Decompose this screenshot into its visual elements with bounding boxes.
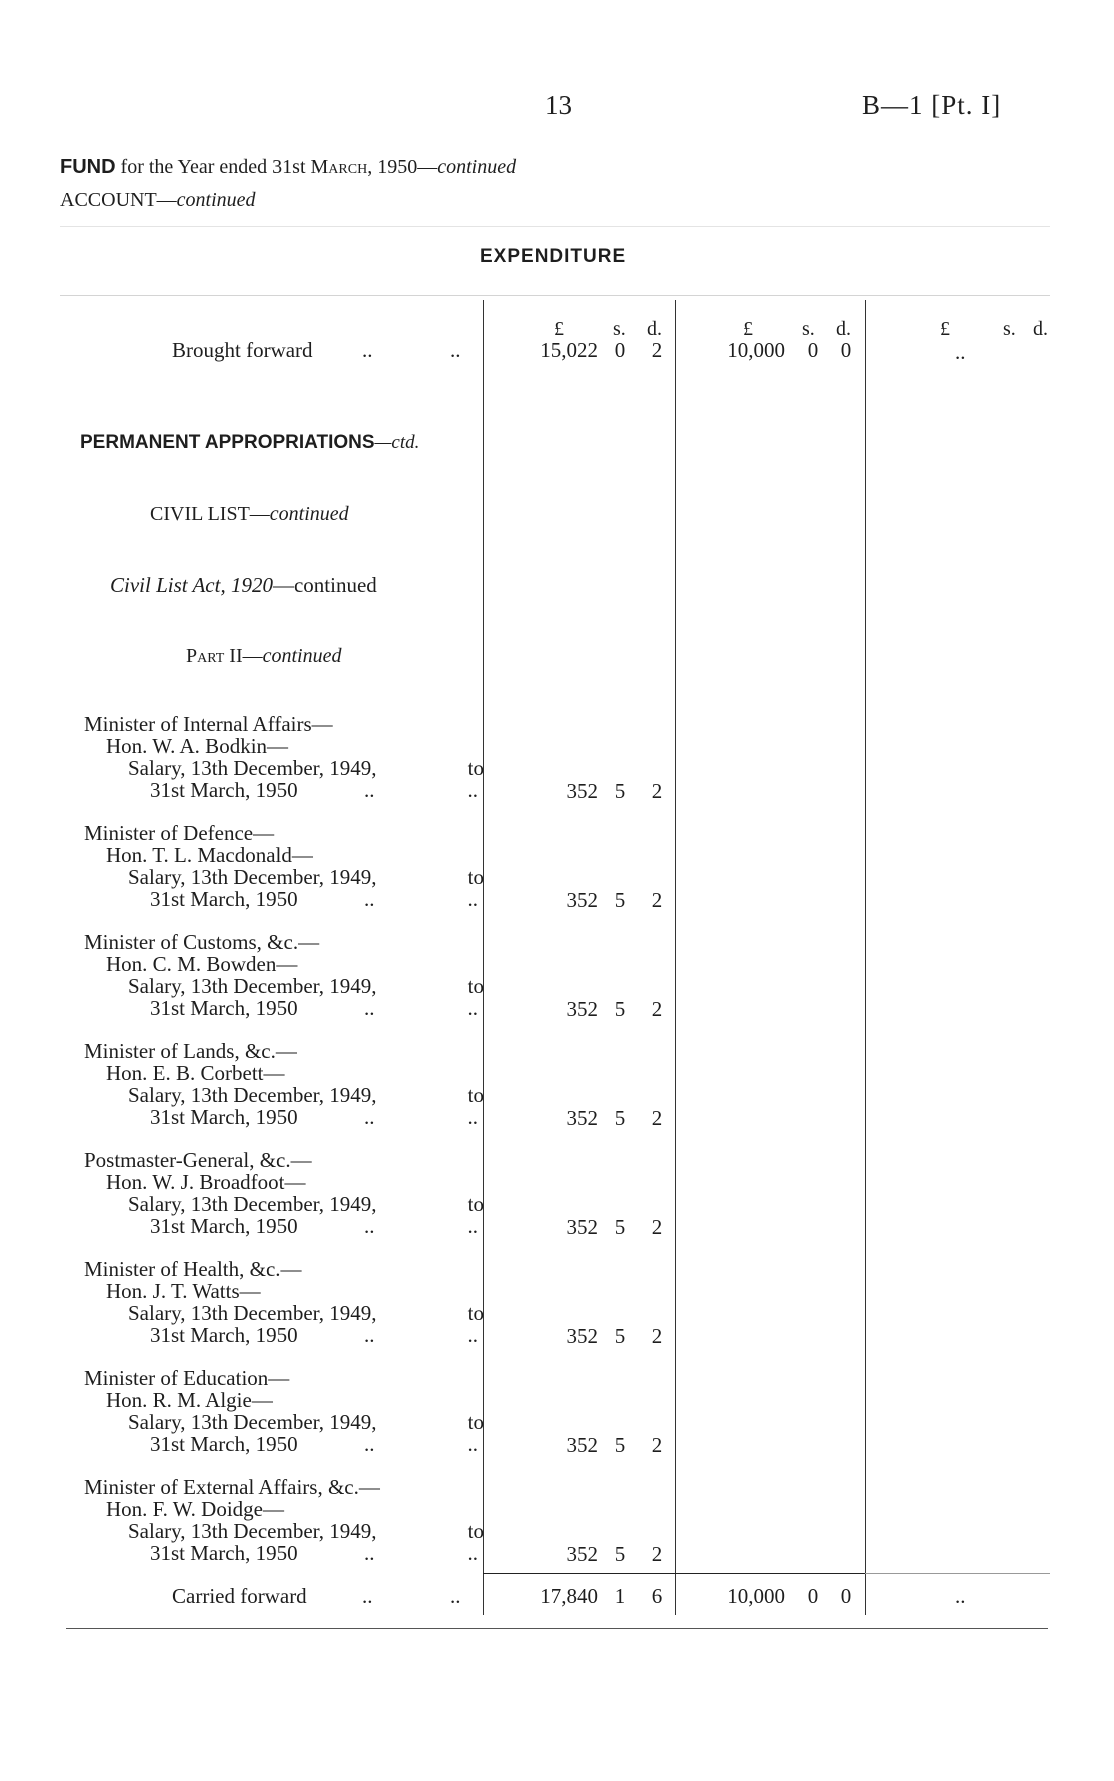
col2-pound-header: £ bbox=[743, 318, 753, 340]
account-heading bbox=[60, 189, 256, 212]
fund-label: FUND bbox=[60, 156, 116, 178]
salary-line bbox=[84, 866, 484, 888]
brought-forward-col2-pounds: 10,000 bbox=[727, 338, 785, 362]
account-continued: continued bbox=[176, 189, 256, 211]
leader-dots: .. bbox=[364, 1432, 375, 1456]
date-line bbox=[84, 1106, 484, 1128]
salary-line bbox=[84, 1084, 484, 1106]
salary-text: Salary, 13th December, 1949, bbox=[128, 1410, 377, 1434]
entry-pounds: 352 bbox=[566, 1542, 598, 1566]
entry-pounds: 352 bbox=[566, 997, 598, 1021]
entry-shillings: 5 bbox=[614, 779, 626, 803]
civil-list-heading bbox=[150, 503, 349, 526]
salary-to: to bbox=[467, 1410, 484, 1434]
salary-line bbox=[84, 757, 484, 779]
leader-dots: .. bbox=[467, 1214, 478, 1238]
entry-pounds: 352 bbox=[566, 888, 598, 912]
entry-shillings: 5 bbox=[614, 1542, 626, 1566]
civil-list-text: CIVIL LIST— bbox=[150, 503, 270, 525]
fund-heading bbox=[60, 156, 516, 179]
date-line bbox=[84, 1433, 484, 1455]
part-number: II— bbox=[224, 645, 263, 667]
column-rule-3 bbox=[865, 300, 866, 1615]
salary-text: Salary, 13th December, 1949, bbox=[128, 1083, 377, 1107]
col2-s-header: s. bbox=[802, 318, 815, 340]
office-title: Minister of Defence— bbox=[84, 821, 275, 845]
minister-name: Hon. R. M. Algie— bbox=[106, 1388, 273, 1412]
list-item bbox=[84, 1476, 484, 1564]
office-title: Minister of External Affairs, &c.— bbox=[84, 1475, 380, 1499]
header-faint-rule bbox=[60, 226, 1050, 227]
list-item bbox=[84, 1258, 484, 1346]
salary-end-date: 31st March, 1950 bbox=[150, 1105, 298, 1129]
minister-name: Hon. W. J. Broadfoot— bbox=[106, 1170, 306, 1194]
salary-end-date: 31st March, 1950 bbox=[150, 1541, 298, 1565]
permanent-appropriations-heading bbox=[80, 432, 419, 454]
entry-shillings: 5 bbox=[614, 1215, 626, 1239]
salary-end-date: 31st March, 1950 bbox=[150, 1214, 298, 1238]
salary-to: to bbox=[467, 756, 484, 780]
permanent-appropriations-suffix: —ctd. bbox=[374, 432, 420, 453]
account-label: ACCOUNT— bbox=[60, 189, 177, 211]
col2-d-header: d. bbox=[836, 318, 851, 340]
office-title: Postmaster-General, &c.— bbox=[84, 1148, 312, 1172]
page-number: 13 bbox=[545, 90, 572, 120]
leader-dots: .. bbox=[467, 778, 478, 802]
entry-pence: 2 bbox=[651, 1106, 663, 1130]
entry-pounds: 352 bbox=[566, 1433, 598, 1457]
brought-forward-dots: .. bbox=[450, 338, 461, 362]
part-continued: continued bbox=[262, 645, 342, 667]
salary-to: to bbox=[467, 1192, 484, 1216]
list-item bbox=[84, 822, 484, 910]
entry-shillings: 5 bbox=[614, 1106, 626, 1130]
carried-forward-col1-pence: 6 bbox=[651, 1584, 663, 1608]
entry-pence: 2 bbox=[651, 997, 663, 1021]
entry-pence: 2 bbox=[651, 888, 663, 912]
date-line bbox=[84, 779, 484, 801]
salary-line bbox=[84, 1193, 484, 1215]
act-name: Civil List Act, 1920 bbox=[110, 573, 273, 597]
salary-to: to bbox=[467, 1519, 484, 1543]
table-top-rule bbox=[60, 295, 1050, 296]
salary-text: Salary, 13th December, 1949, bbox=[128, 756, 377, 780]
brought-forward-col2-pence: 0 bbox=[840, 338, 852, 362]
minister-name: Hon. W. A. Bodkin— bbox=[106, 734, 289, 758]
brought-forward-col1-pounds: 15,022 bbox=[540, 338, 598, 362]
salary-end-date: 31st March, 1950 bbox=[150, 1432, 298, 1456]
carried-forward-dots: .. bbox=[450, 1584, 461, 1608]
document-reference bbox=[862, 90, 1001, 121]
office-title: Minister of Internal Affairs— bbox=[84, 712, 333, 736]
leader-dots: .. bbox=[364, 1105, 375, 1129]
carried-forward-col1-shillings: 1 bbox=[614, 1584, 626, 1608]
salary-line bbox=[84, 1520, 484, 1542]
leader-dots: .. bbox=[364, 1541, 375, 1565]
entry-shillings: 5 bbox=[614, 888, 626, 912]
col3-d-header: d. bbox=[1033, 318, 1048, 340]
date-line bbox=[84, 888, 484, 910]
fund-continued: continued bbox=[437, 156, 517, 178]
minister-name: Hon. E. B. Corbett— bbox=[106, 1061, 285, 1085]
leader-dots: .. bbox=[467, 887, 478, 911]
col1-total-rule bbox=[483, 1573, 675, 1574]
list-item bbox=[84, 1149, 484, 1237]
carried-forward-label: Carried forward bbox=[172, 1584, 307, 1608]
leader-dots: .. bbox=[467, 1323, 478, 1347]
fund-month: March bbox=[310, 156, 368, 178]
carried-forward-col2-pounds: 10,000 bbox=[727, 1584, 785, 1608]
leader-dots: .. bbox=[364, 1323, 375, 1347]
fund-year: , 1950— bbox=[367, 156, 438, 178]
date-line bbox=[84, 997, 484, 1019]
carried-forward-col2-pence: 0 bbox=[840, 1584, 852, 1608]
brought-forward-label: Brought forward bbox=[172, 338, 313, 362]
col1-d-header: d. bbox=[647, 318, 662, 340]
expenditure-heading: EXPENDITURE bbox=[480, 246, 627, 267]
brought-forward-dots: .. bbox=[362, 338, 373, 362]
entry-pounds: 352 bbox=[566, 1324, 598, 1348]
office-title: Minister of Health, &c.— bbox=[84, 1257, 302, 1281]
document-reference-text: B—1 [Pt. I] bbox=[862, 90, 1002, 120]
col1-s-header: s. bbox=[613, 318, 626, 340]
salary-to: to bbox=[467, 865, 484, 889]
carried-forward-col2-shillings: 0 bbox=[807, 1584, 819, 1608]
leader-dots: .. bbox=[364, 996, 375, 1020]
salary-to: to bbox=[467, 1083, 484, 1107]
col3-total-rule bbox=[865, 1573, 1050, 1574]
date-line bbox=[84, 1542, 484, 1564]
permanent-appropriations-text: PERMANENT APPROPRIATIONS bbox=[80, 432, 375, 453]
list-item bbox=[84, 1040, 484, 1128]
salary-end-date: 31st March, 1950 bbox=[150, 887, 298, 911]
office-title: Minister of Customs, &c.— bbox=[84, 930, 320, 954]
leader-dots: .. bbox=[364, 1214, 375, 1238]
column-rule-2 bbox=[675, 300, 676, 1615]
salary-line bbox=[84, 1302, 484, 1324]
entry-pence: 2 bbox=[651, 1324, 663, 1348]
minister-name: Hon. T. L. Macdonald— bbox=[106, 843, 313, 867]
entry-pounds: 352 bbox=[566, 1106, 598, 1130]
salary-to: to bbox=[467, 974, 484, 998]
act-heading bbox=[110, 573, 377, 598]
salary-to: to bbox=[467, 1301, 484, 1325]
brought-forward-col2-shillings: 0 bbox=[807, 338, 819, 362]
entry-shillings: 5 bbox=[614, 1433, 626, 1457]
minister-name: Hon. F. W. Doidge— bbox=[106, 1497, 284, 1521]
brought-forward-col1-shillings: 0 bbox=[614, 338, 626, 362]
part-heading bbox=[186, 645, 342, 668]
leader-dots: .. bbox=[467, 996, 478, 1020]
office-title: Minister of Education— bbox=[84, 1366, 290, 1390]
salary-text: Salary, 13th December, 1949, bbox=[128, 1301, 377, 1325]
entry-pence: 2 bbox=[651, 779, 663, 803]
leader-dots: .. bbox=[364, 778, 375, 802]
entry-shillings: 5 bbox=[614, 997, 626, 1021]
salary-end-date: 31st March, 1950 bbox=[150, 996, 298, 1020]
table-bottom-rule bbox=[66, 1628, 1048, 1629]
col1-pound-header: £ bbox=[554, 318, 564, 340]
salary-text: Salary, 13th December, 1949, bbox=[128, 1192, 377, 1216]
salary-line bbox=[84, 1411, 484, 1433]
salary-end-date: 31st March, 1950 bbox=[150, 1323, 298, 1347]
col3-pound-header: £ bbox=[940, 318, 950, 340]
salary-end-date: 31st March, 1950 bbox=[150, 778, 298, 802]
date-line bbox=[84, 1215, 484, 1237]
leader-dots: .. bbox=[467, 1105, 478, 1129]
entry-pence: 2 bbox=[651, 1215, 663, 1239]
carried-forward-dots: .. bbox=[362, 1584, 373, 1608]
carried-forward-col1-pounds: 17,840 bbox=[540, 1584, 598, 1608]
salary-text: Salary, 13th December, 1949, bbox=[128, 974, 377, 998]
entry-pounds: 352 bbox=[566, 1215, 598, 1239]
leader-dots: .. bbox=[467, 1541, 478, 1565]
col2-total-rule bbox=[675, 1573, 865, 1574]
brought-forward-col3-dots: .. bbox=[955, 340, 966, 364]
carried-forward-col3-dots: .. bbox=[955, 1584, 966, 1608]
leader-dots: .. bbox=[364, 887, 375, 911]
list-item bbox=[84, 713, 484, 801]
minister-name: Hon. J. T. Watts— bbox=[106, 1279, 261, 1303]
brought-forward-col1-pence: 2 bbox=[651, 338, 663, 362]
leader-dots: .. bbox=[467, 1432, 478, 1456]
list-item bbox=[84, 1367, 484, 1455]
office-title: Minister of Lands, &c.— bbox=[84, 1039, 297, 1063]
entry-shillings: 5 bbox=[614, 1324, 626, 1348]
entry-pounds: 352 bbox=[566, 779, 598, 803]
col3-s-header: s. bbox=[1003, 318, 1016, 340]
fund-text: for the Year ended 31st bbox=[115, 156, 311, 178]
entry-pence: 2 bbox=[651, 1542, 663, 1566]
minister-name: Hon. C. M. Bowden— bbox=[106, 952, 298, 976]
list-item bbox=[84, 931, 484, 1019]
entry-pence: 2 bbox=[651, 1433, 663, 1457]
civil-list-continued: continued bbox=[269, 503, 349, 525]
act-continued: —continued bbox=[272, 573, 377, 597]
salary-text: Salary, 13th December, 1949, bbox=[128, 865, 377, 889]
salary-text: Salary, 13th December, 1949, bbox=[128, 1519, 377, 1543]
salary-line bbox=[84, 975, 484, 997]
date-line bbox=[84, 1324, 484, 1346]
part-label: Part bbox=[186, 645, 225, 667]
